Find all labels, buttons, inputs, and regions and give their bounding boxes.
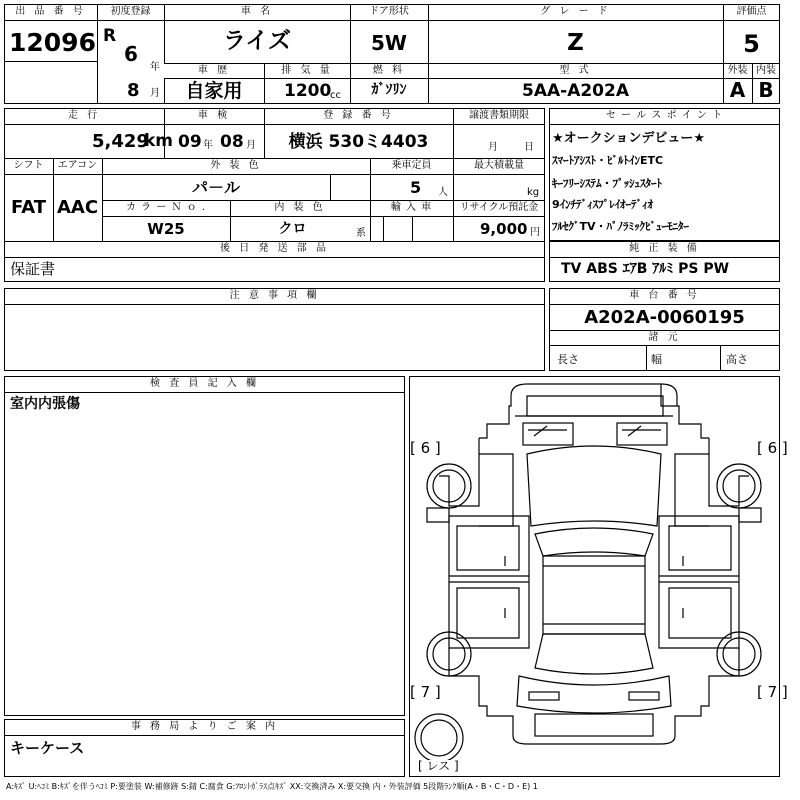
sales-point-item: ｷｰﾌﾘｰｼｽﾃﾑ・ﾌﾟｯｼｭｽﾀｰﾄ: [552, 177, 662, 190]
transfer-deadline-label: 譲渡書類期限: [469, 110, 529, 121]
sales-point-item: 9ｲﾝﾁﾃﾞｨｽﾌﾟﾚｲｵｰﾃﾞｨｵ: [552, 198, 654, 211]
air-conditioner: AAC: [56, 197, 99, 218]
mileage-unit: km: [144, 131, 174, 151]
door-label: ドア形状: [369, 6, 409, 17]
specs-label: 諸 元: [648, 332, 681, 343]
interior-color-unit: 系: [356, 228, 366, 239]
transfer-day-unit: 日: [524, 142, 534, 153]
tire-left-rear: [ 7 ]: [410, 683, 441, 701]
inspection-year-unit: 年: [203, 140, 213, 151]
sales-point-label: セ ー ル ス ポ イ ン ト: [605, 110, 724, 121]
height-label: 高さ: [726, 353, 748, 366]
tire-right-rear: [ 7 ]: [757, 683, 788, 701]
year-unit: 年: [150, 62, 160, 73]
inspection-label: 車 検: [197, 110, 231, 121]
recycle-unit: 円: [530, 227, 540, 238]
history-label: 車 歴: [197, 65, 231, 76]
length-label: 長さ: [557, 353, 579, 366]
era: R: [103, 26, 117, 46]
shift: FAT: [10, 197, 47, 218]
fuel-label: 燃 料: [372, 65, 406, 76]
displacement: 1200: [284, 81, 332, 101]
notes-label: 注 意 事 項 欄: [229, 290, 320, 301]
fuel: ｶﾞｿﾘﾝ: [371, 82, 407, 98]
exterior-grade: A: [729, 78, 746, 102]
import-label: 輸 入 車: [390, 202, 433, 213]
office-notes: キーケース: [10, 739, 85, 757]
car-name: ライズ: [222, 28, 292, 54]
recycle-deposit-label: リサイクル預託金: [459, 202, 539, 213]
exterior-color-label: 外 装 色: [210, 160, 262, 171]
exterior-label: 外装: [727, 65, 748, 76]
tire-right-front: [ 6 ]: [757, 439, 788, 457]
color-number-label: カ ラ ー Ｎ ｏ .: [125, 202, 207, 213]
first-registration-label: 初度登録: [110, 6, 151, 17]
interior-grade: B: [758, 78, 774, 102]
inspector-box: [4, 376, 405, 716]
max-load-unit: kg: [527, 187, 540, 198]
chassis-number-label: 車 台 番 号: [629, 290, 700, 301]
displacement-label: 排 気 量: [281, 65, 333, 76]
inspector-label: 検 査 員 記 入 欄: [150, 378, 259, 389]
score: 5: [743, 30, 760, 58]
tire-left-front: [ 6 ]: [410, 439, 441, 457]
sales-point-item: ﾌﾙｾｸﾞTV・ﾊﾟﾉﾗﾐｯｸﾋﾞｭｰﾓﾆﾀｰ: [552, 220, 690, 233]
mileage-label: 走 行: [67, 110, 101, 121]
model-label: 型 式: [559, 65, 592, 76]
capacity-label: 乗車定員: [391, 160, 432, 171]
recycle-deposit: 9,000: [480, 220, 528, 238]
model-code: 5AA-A202A: [522, 81, 629, 101]
shift-label: シフト: [13, 160, 44, 171]
inspection-month: 08: [220, 132, 244, 152]
lot-number-label: 出 品 番 号: [15, 6, 86, 17]
interior-color: クロ: [278, 221, 307, 237]
vehicle-history: 自家用: [185, 80, 243, 102]
door-type: 5W: [371, 31, 407, 55]
registration-year: 6: [124, 42, 138, 66]
ac-label: エアコン: [57, 160, 98, 171]
month-unit: 月: [150, 88, 160, 99]
exterior-color: パ－ル: [191, 178, 240, 197]
capacity-unit: 人: [438, 187, 448, 198]
inspection-month-unit: 月: [246, 140, 256, 151]
legend: A:ｷｽﾞ U:ﾍｺﾐ B:ｷｽﾞを伴うﾍｺﾐ P:要塗装 W:補修跡 S:錆 C:腐食 G:ﾌﾛﾝﾄｶﾞﾗｽ点ｷｽﾞ XX:交換済み X:要交換 内・外装評価 5段階ﾗﾝｸ順(A・B・C・D・E) 1: [6, 782, 538, 791]
car-diagram: [409, 376, 780, 777]
sales-point-item: ★オークションデビュー★: [552, 131, 706, 146]
score-label: 評価点: [736, 6, 767, 17]
grade: Z: [567, 30, 584, 56]
capacity: 5: [410, 178, 422, 197]
plate-label: 登 録 番 号: [323, 110, 394, 121]
mileage: 5,429: [92, 131, 149, 152]
spare-tire-status: [ レス ]: [418, 759, 459, 773]
inspector-notes: 室内内張傷: [10, 396, 80, 412]
plate-number: 横浜 530ミ4403: [288, 132, 429, 152]
registration-month: 8: [127, 80, 140, 101]
equipment-list: TV ABS ｴｱB ｱﾙﾐ PS PW: [561, 261, 730, 277]
interior-color-label: 内 装 色: [274, 202, 326, 213]
car-name-label: 車 名: [240, 6, 274, 17]
displacement-unit: cc: [330, 90, 341, 101]
office-label: 事 務 局 よ り ご 案 内: [130, 721, 279, 732]
max-load-label: 最大積載量: [474, 160, 524, 171]
inspection-year: 09: [178, 132, 202, 152]
color-number: W25: [147, 220, 185, 238]
chassis-number: A202A-0060195: [584, 307, 745, 328]
width-label: 幅: [651, 353, 662, 366]
interior-label: 内装: [756, 65, 776, 76]
later-parts-label: 後 日 発 送 部 品: [220, 243, 329, 254]
equipment-label: 純 正 装 備: [629, 243, 700, 254]
sales-point-item: ｽﾏｰﾄｱｼｽﾄ・ﾋﾞﾙﾄｲﾝETC: [552, 154, 664, 167]
grade-label: グ レ ー ド: [540, 6, 611, 17]
lot-number: 12096: [9, 28, 96, 57]
transfer-month-unit: 月: [488, 142, 498, 153]
later-parts: 保証書: [10, 260, 56, 278]
